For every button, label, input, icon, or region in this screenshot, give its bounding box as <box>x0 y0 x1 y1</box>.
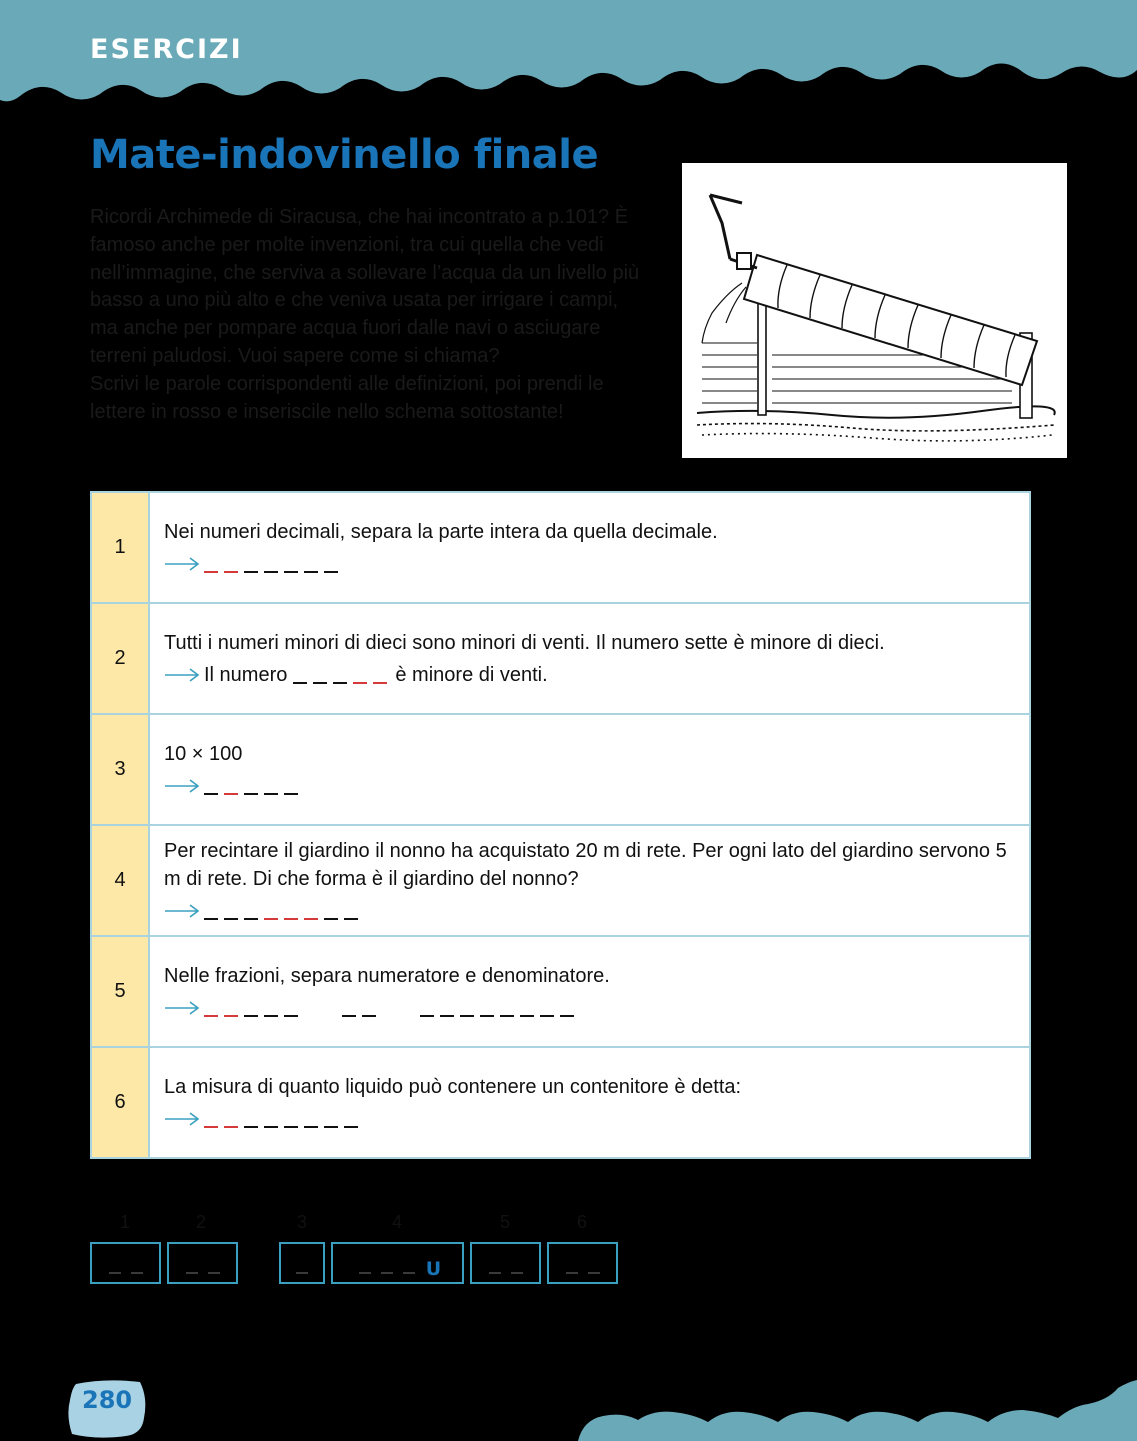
scheme-box[interactable] <box>90 1242 161 1284</box>
letter-slot <box>224 918 238 920</box>
answer-line[interactable] <box>164 661 1015 689</box>
red-letter-slot <box>353 682 367 684</box>
letter-slot <box>324 918 338 920</box>
letter-slot <box>204 793 218 795</box>
red-letter-slot <box>204 571 218 573</box>
intro-text <box>90 204 650 426</box>
answer-prefix: Il numero <box>204 663 288 686</box>
letter-slot <box>440 1015 454 1017</box>
arrow-right-icon <box>164 1111 200 1127</box>
instructions-paragraph: Scrivi le parole corrispondenti alle definizioni, poi prendi le lettere in rosso e inseriscile nello schema sottostante! <box>90 372 604 423</box>
scheme-letter-slot <box>109 1272 121 1274</box>
exercise-number: 5 <box>92 937 150 1046</box>
scheme-letter-slot <box>381 1272 393 1274</box>
arrow-right-icon <box>164 667 200 683</box>
letter-slot <box>560 1015 574 1017</box>
archimedes-screw-illustration <box>682 163 1067 458</box>
letter-slot <box>264 571 278 573</box>
letter-slots <box>204 1108 364 1130</box>
letter-slot <box>313 682 327 684</box>
letter-slot <box>540 1015 554 1017</box>
scheme-letter-slot <box>403 1272 415 1274</box>
footer-wave <box>578 1380 1137 1441</box>
arrow-right-icon <box>164 778 200 794</box>
red-letter-slot <box>304 918 318 920</box>
red-letter-slot <box>204 1126 218 1128</box>
letter-slot <box>244 571 258 573</box>
scheme-number: 6 <box>577 1212 588 1232</box>
letter-slot <box>284 1126 298 1128</box>
scheme-number: 1 <box>120 1212 131 1232</box>
scheme-letter-slot <box>131 1272 143 1274</box>
letter-slot <box>264 793 278 795</box>
exercise-number: 1 <box>92 493 150 602</box>
letter-slot <box>460 1015 474 1017</box>
exercise-number: 4 <box>92 826 150 935</box>
exercise-definition: Nei numeri decimali, separa la parte intera da quella decimale. <box>164 520 718 543</box>
letter-slots <box>204 775 304 797</box>
letter-slot <box>344 918 358 920</box>
scheme-number: 3 <box>297 1212 308 1232</box>
exercise-definition: La misura di quanto liquido può contenere un contenitore è detta: <box>164 1075 742 1098</box>
red-letter-slot <box>224 1126 238 1128</box>
red-letter-slot <box>204 1015 218 1017</box>
scheme-number: 4 <box>392 1212 403 1232</box>
arrow-right-icon <box>164 1000 200 1016</box>
letter-slot <box>480 1015 494 1017</box>
answer-line[interactable] <box>164 1105 1015 1133</box>
exercise-row <box>92 715 1029 826</box>
red-letter-slot <box>373 682 387 684</box>
exercise-row <box>92 937 1029 1048</box>
answer-line[interactable] <box>164 772 1015 800</box>
letter-slot <box>244 918 258 920</box>
exercise-number: 6 <box>92 1048 150 1157</box>
scheme-box[interactable] <box>167 1242 238 1284</box>
letter-slots <box>204 997 580 1019</box>
scheme-letter-slot <box>296 1272 308 1274</box>
intro-paragraph: Ricordi Archimede di Siracusa, che hai incontrato a p.101? È famoso anche per molte invenzioni, tra cui quella che vedi nell’immagine, che serviva a sollevare l’acqua da un livello più basso a uno più alto e che veniva usata per irrigare i campi, ma anche per pompare acqua fuori dalle navi o asciugare terreni paludosi. Vuoi sapere come si chiama? <box>90 206 640 367</box>
exercise-row <box>92 826 1029 937</box>
exercise-definition: Per recintare il giardino il nonno ha acquistato 20 m di rete. Per ogni lato del giardino servono 5 m di rete. Di che forma è il giardino del nonno? <box>164 839 1007 890</box>
red-letter-slot <box>264 918 278 920</box>
scheme-box[interactable] <box>331 1242 464 1284</box>
answer-suffix: è minore di venti. <box>395 663 548 686</box>
letter-slot <box>284 571 298 573</box>
scheme-number: 2 <box>196 1212 207 1232</box>
exercise-number: 2 <box>92 604 150 713</box>
exercise-definition: Tutti i numeri minori di dieci sono minori di venti. Il numero sette è minore di dieci. <box>164 631 885 654</box>
letter-slot <box>344 1126 358 1128</box>
letter-slot <box>264 1015 278 1017</box>
exercise-row <box>92 1048 1029 1157</box>
letter-slot <box>244 1015 258 1017</box>
letter-slot <box>284 793 298 795</box>
scheme-letter-slot <box>588 1272 600 1274</box>
section-label: ESERCIZI <box>90 34 243 65</box>
scheme-letter-slot <box>511 1272 523 1274</box>
arrow-right-icon <box>164 903 200 919</box>
letter-slots <box>293 664 393 686</box>
scheme-box[interactable] <box>279 1242 325 1284</box>
letter-slot <box>244 1126 258 1128</box>
letter-slot <box>520 1015 534 1017</box>
exercise-definition: 10 × 100 <box>164 742 243 765</box>
letter-slots <box>204 553 344 575</box>
letter-slot <box>304 1126 318 1128</box>
letter-slot <box>293 682 307 684</box>
red-letter-slot <box>224 571 238 573</box>
letter-slot <box>284 1015 298 1017</box>
scheme-given-letter: U <box>425 1258 442 1280</box>
scheme-box[interactable] <box>547 1242 618 1284</box>
scheme-letter-slot <box>566 1272 578 1274</box>
letter-slot <box>500 1015 514 1017</box>
answer-line[interactable] <box>164 994 1015 1022</box>
page-title: Mate-indovinello finale <box>90 132 599 178</box>
letter-slot <box>324 1126 338 1128</box>
letter-slot <box>342 1015 356 1017</box>
letter-slot <box>333 682 347 684</box>
answer-scheme <box>90 1212 630 1292</box>
answer-line[interactable] <box>164 897 1015 925</box>
exercise-number: 3 <box>92 715 150 824</box>
letter-slot <box>244 793 258 795</box>
letter-slot <box>420 1015 434 1017</box>
scheme-number: 5 <box>500 1212 511 1232</box>
arrow-right-icon <box>164 556 200 572</box>
scheme-box[interactable] <box>470 1242 541 1284</box>
scheme-letter-slot <box>359 1272 371 1274</box>
letter-slot <box>362 1015 376 1017</box>
letter-slot <box>324 571 338 573</box>
page-number: 280 <box>82 1386 133 1414</box>
scheme-letter-slot <box>208 1272 220 1274</box>
exercise-definition: Nelle frazioni, separa numeratore e denominatore. <box>164 964 610 987</box>
scheme-letter-slot <box>186 1272 198 1274</box>
scheme-letter-slot <box>489 1272 501 1274</box>
answer-line[interactable] <box>164 550 1015 578</box>
letter-slot <box>264 1126 278 1128</box>
red-letter-slot <box>284 918 298 920</box>
red-letter-slot <box>224 793 238 795</box>
red-letter-slot <box>224 1015 238 1017</box>
exercise-row <box>92 493 1029 604</box>
letter-slot <box>204 918 218 920</box>
exercise-table <box>90 491 1031 1159</box>
letter-slot <box>304 571 318 573</box>
letter-slots <box>204 900 364 922</box>
exercise-row <box>92 604 1029 715</box>
